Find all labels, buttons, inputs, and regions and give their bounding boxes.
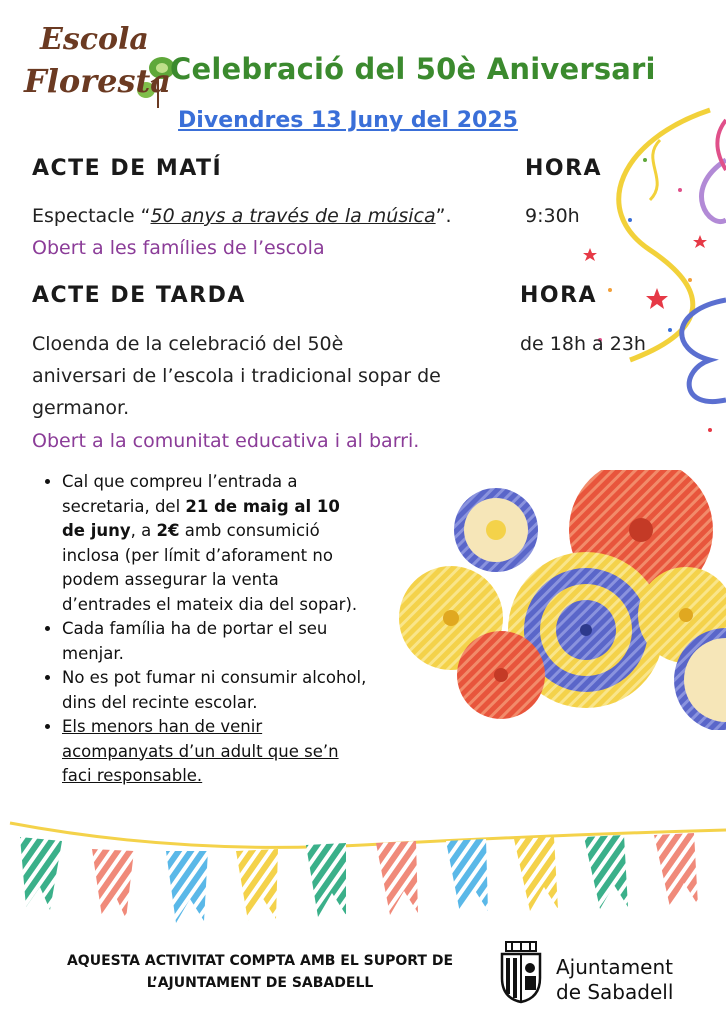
bullet-1-mid: , a (130, 521, 157, 540)
afternoon-description (32, 328, 441, 424)
morning-note: Obert a les famílies de l’escola (32, 237, 325, 259)
bunting-decoration (0, 815, 726, 930)
sabadell-coat-of-arms-icon (498, 940, 544, 1004)
paper-fans-decoration (396, 470, 726, 730)
bullet-1-price: 2€ (156, 521, 180, 540)
list-item (62, 715, 368, 789)
morning-hour-heading: HORA (525, 156, 603, 181)
streamers-decoration (560, 100, 726, 460)
morning-event-title: 50 anys a través de la música (150, 205, 436, 227)
afternoon-line-2: aniversari de l’escola i tradicional sopar de (32, 365, 441, 387)
morning-event (32, 200, 452, 232)
support-notice (30, 950, 490, 994)
morning-time: 9:30h (525, 205, 580, 227)
list-item: • No es pot fumar ni consumir alcohol, dins del recinte escolar. (62, 666, 368, 715)
ajuntament-line-2: de Sabadell (556, 980, 674, 1004)
bullet-1-dates: 21 de maig al 10 de juny (62, 496, 340, 540)
event-date: Divendres 13 Juny del 2025 (178, 108, 518, 133)
afternoon-note: Obert a la comunitat educativa i al barri. (32, 430, 420, 452)
afternoon-time: de 18h a 23h (520, 333, 646, 355)
morning-heading: ACTE DE MATÍ (32, 156, 223, 181)
list-item (62, 470, 368, 617)
support-line-1: AQUESTA ACTIVITAT COMPTA AMB EL SUPORT DE (66, 953, 454, 969)
morning-event-suffix: ”. (435, 205, 452, 227)
logo-word-floresta: Floresta (24, 62, 171, 100)
afternoon-hour-heading: HORA (520, 283, 598, 308)
bullet-4-text: Els menors han de venir acompanyats d’un adult que se’n faci responsable. (62, 717, 339, 785)
morning-event-prefix: Espectacle “ (32, 205, 151, 227)
bullet-1-text: Cal que compreu l’entrada a secretaria, del (62, 472, 298, 516)
bullet-1-post: amb consumició inclosa (per límit d’aforament no podem assegurar la venta d’entrades el mateix dia del sopar). (62, 521, 358, 614)
page-title: Celebració del 50è Aniversari (170, 52, 656, 86)
school-logo (18, 20, 178, 110)
afternoon-heading: ACTE DE TARDA (32, 283, 246, 308)
ajuntament-line-1: Ajuntament (556, 955, 673, 979)
list-item: • Cada família ha de portar el seu menjar. (62, 617, 368, 666)
ajuntament-label (556, 955, 673, 1005)
logo-word-escola: Escola (40, 22, 149, 57)
afternoon-line-3: germanor. (32, 397, 130, 419)
support-line-2: L’AJUNTAMENT DE SABADELL (146, 975, 374, 991)
afternoon-line-1: Cloenda de la celebració del 50è (32, 333, 344, 355)
info-list (38, 470, 368, 789)
